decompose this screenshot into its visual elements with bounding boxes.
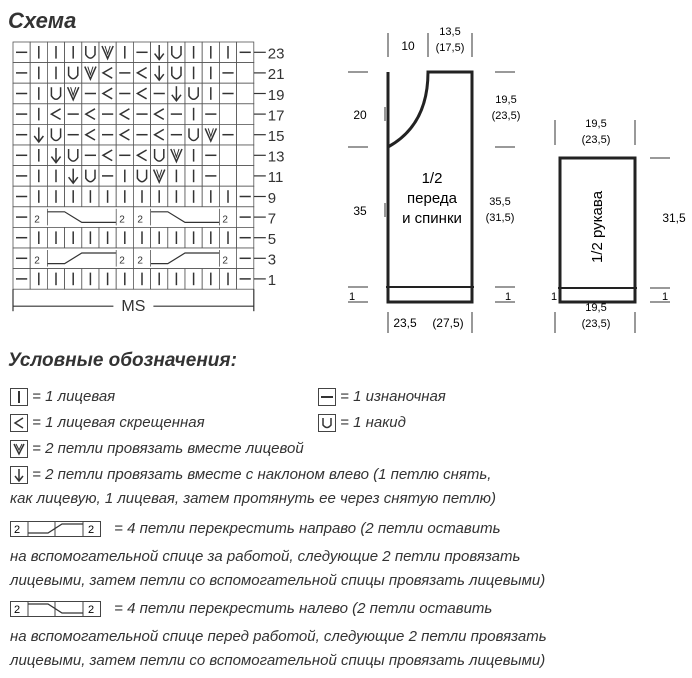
sleeve-top-width: 19,5 <box>585 118 607 130</box>
legend-ssk-text-2: как лицевую, 1 лицевая, затем протянуть ее через снятую петлю) <box>10 490 496 507</box>
cable-number: 2 <box>34 214 40 226</box>
chart-cell <box>237 166 254 187</box>
cable-cross-cell <box>30 248 133 269</box>
dim-armhole-height: 19,5 <box>495 94 517 106</box>
cross-left-symbol-icon <box>10 600 102 618</box>
dim-hem-right: 1 <box>504 291 512 303</box>
row-number: 7 <box>267 210 277 228</box>
dim-body-height: 35 <box>353 204 367 218</box>
cross-right-symbol-icon <box>10 520 102 538</box>
chart-cell <box>237 124 254 145</box>
chart-cell <box>65 145 82 166</box>
chart-cell <box>65 63 82 84</box>
twisted-knit-symbol-icon <box>10 414 28 432</box>
body-outline <box>388 72 472 302</box>
dim-armhole-depth: 20 <box>353 108 367 122</box>
chart-cell <box>237 83 254 104</box>
purl-symbol-icon <box>318 388 336 406</box>
row-number: 13 <box>267 148 285 166</box>
body-label-line1: 1/2 <box>421 170 443 187</box>
chart-cell <box>185 124 202 145</box>
cable-number: 2 <box>137 214 143 226</box>
legend-cross-left-text-3: лицевыми, затем петли со вспомогательной спицы провязать лицевыми) <box>10 652 546 669</box>
cable-number: 2 <box>119 255 125 267</box>
legend-ssk <box>10 466 491 484</box>
sleeve-top-width-alt: (23,5) <box>581 134 611 146</box>
row-number: 23 <box>267 45 285 63</box>
svg-text:2: 2 <box>14 604 21 617</box>
cable-number: 2 <box>119 214 125 226</box>
legend-cross-left <box>10 600 492 618</box>
legend-k2tog <box>10 440 304 458</box>
legend-twisted <box>10 414 205 432</box>
legend-title: Условные обозначения: <box>8 350 237 371</box>
legend-purl <box>318 388 446 406</box>
legend-cross-right <box>10 520 500 538</box>
legend-yarn-over-text: = 1 накид <box>340 414 406 431</box>
row-number: 9 <box>267 189 277 207</box>
row-number: 17 <box>267 107 285 125</box>
row-number: 1 <box>267 272 277 290</box>
cable-cross-cell <box>133 207 236 228</box>
body-piece <box>348 26 520 333</box>
legend-twisted-text: = 1 лицевая скрещенная <box>32 414 205 431</box>
dim-top-width: 10 <box>401 39 415 53</box>
legend-ssk-text-1: = 2 петли провязать вместе с наклоном влево (1 петлю снять, <box>32 466 492 483</box>
chart-cell <box>185 83 202 104</box>
chart-cell <box>219 145 236 166</box>
cable-number: 2 <box>222 214 228 226</box>
cable-cross-cell <box>133 248 236 269</box>
legend-knit <box>10 388 115 406</box>
chart-cell <box>219 104 236 125</box>
chart-cell <box>47 124 64 145</box>
schematic <box>330 15 692 345</box>
row-number: 19 <box>267 86 285 104</box>
ssk-symbol-icon <box>10 466 28 484</box>
sleeve-label: 1/2 рукава <box>589 190 606 264</box>
row-number: 11 <box>267 169 284 187</box>
knit-symbol-icon <box>10 388 28 406</box>
dim-side-height-alt: (31,5) <box>485 212 515 224</box>
sleeve-bottom-width-alt: (23,5) <box>581 318 611 330</box>
dim-side-height: 35,5 <box>489 196 511 208</box>
chart-cell <box>82 166 99 187</box>
chart-cell <box>237 104 254 125</box>
chart-cell <box>168 42 185 63</box>
legend-k2tog-text: = 2 петли провязать вместе лицевой <box>32 440 304 457</box>
legend-cross-right-text-3: лицевыми, затем петли со вспомогательной спицы провязать лицевыми) <box>10 572 546 589</box>
row-number: 21 <box>267 66 285 84</box>
body-label-line3: и спинки <box>402 210 462 227</box>
sleeve-hem-left: 1 <box>550 291 558 303</box>
legend-cross-left-text-2: на вспомогательной спице перед работой, следующие 2 петли провязать <box>10 628 547 645</box>
dim-bottom-width-alt: (27,5) <box>432 316 464 330</box>
legend-purl-text: = 1 изнаночная <box>340 388 446 405</box>
chart-cell <box>237 63 254 84</box>
row-number: 5 <box>267 231 277 248</box>
row-number: 3 <box>267 251 277 269</box>
cable-cross-cell <box>30 207 133 228</box>
svg-text:2: 2 <box>88 604 95 617</box>
legend-cross-right-text-1: = 4 петли перекрестить направо (2 петли оставить <box>114 520 501 537</box>
cable-number: 2 <box>34 255 40 267</box>
sleeve-piece <box>551 118 686 333</box>
chart-cell <box>219 166 236 187</box>
chart-cell <box>133 166 150 187</box>
body-label-line2: переда <box>407 190 457 207</box>
svg-text:2: 2 <box>88 524 95 537</box>
cable-number: 2 <box>222 255 228 267</box>
repeat-label: MS <box>121 298 146 316</box>
chart-cell <box>151 145 168 166</box>
dim-hem-left: 1 <box>348 291 356 303</box>
row-number: 15 <box>267 128 285 145</box>
chart-cell <box>47 83 64 104</box>
dim-shoulder-alt: (17,5) <box>435 42 465 54</box>
legend-knit-text: = 1 лицевая <box>32 388 116 405</box>
chart-title: Схема <box>8 8 77 33</box>
legend-yarn-over <box>318 414 406 432</box>
cable-number: 2 <box>137 255 143 267</box>
knitting-chart <box>0 0 300 345</box>
sleeve-bottom-width: 19,5 <box>585 302 607 314</box>
sleeve-hem-right: 1 <box>661 291 669 303</box>
yarn-over-symbol-icon <box>318 414 336 432</box>
k2tog-symbol-icon <box>10 440 28 458</box>
dim-armhole-height-alt: (23,5) <box>491 110 521 122</box>
legend-cross-right-text-2: на вспомогательной спице за работой, следующие 2 петли провязать <box>10 548 521 565</box>
chart-cell <box>237 145 254 166</box>
dim-shoulder: 13,5 <box>439 26 461 38</box>
chart-cell <box>168 63 185 84</box>
dim-bottom-width: 23,5 <box>393 316 417 330</box>
svg-text:2: 2 <box>14 524 21 537</box>
legend-cross-left-text-1: = 4 петли перекрестить налево (2 петли оставить <box>114 600 493 617</box>
chart-cell <box>82 42 99 63</box>
sleeve-height: 31,5 <box>662 211 686 225</box>
